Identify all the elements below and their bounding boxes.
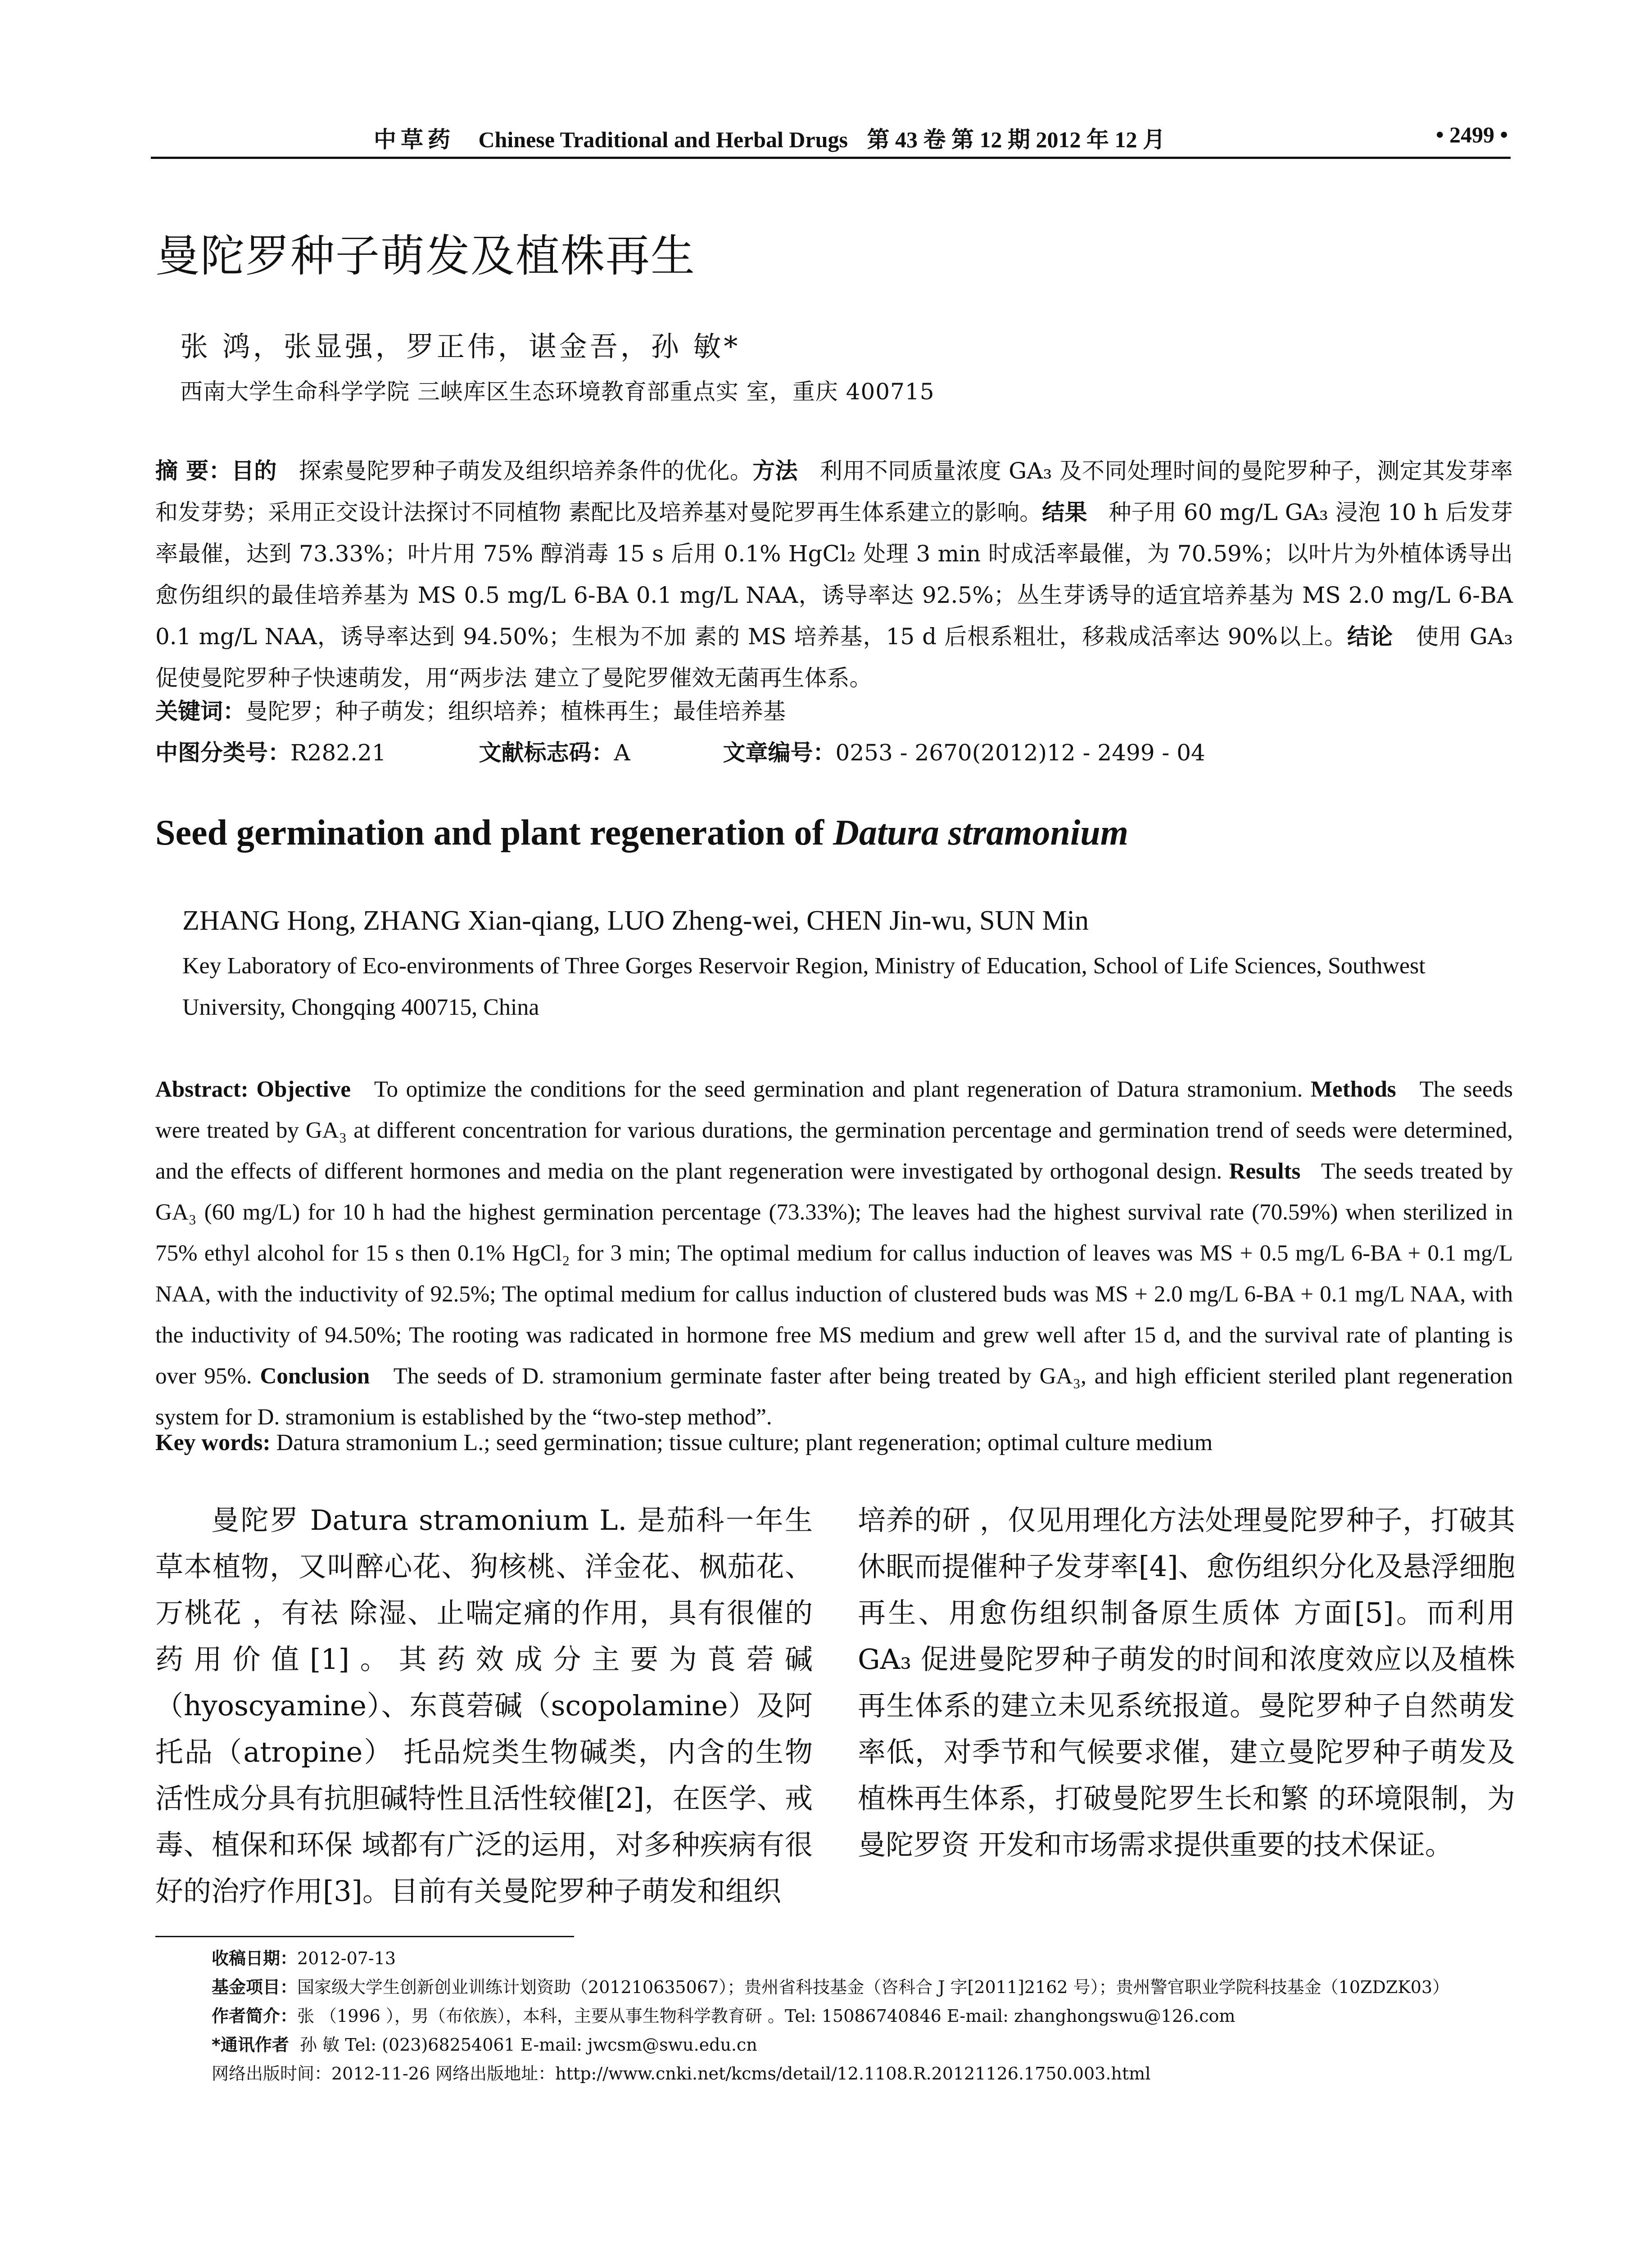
english-authors: ZHANG Hong, ZHANG Xian-qiang, LUO Zheng-wei, CHEN Jin-wu, SUN Min — [182, 905, 1089, 936]
chinese-title: 曼陀罗种子萌发及植株再生 — [155, 231, 696, 282]
objective-text-en: To optimize the conditions for the seed germination and plant regeneration of Datura stramonium. — [374, 1077, 1303, 1102]
english-title-species: Datura stramonium — [833, 813, 1128, 853]
english-keywords — [155, 1429, 1213, 1456]
running-header — [374, 122, 1165, 154]
received-date — [212, 1944, 1513, 1973]
objective-text-cn: 探索曼陀罗种子萌发及组织培养条件的优化。 — [299, 458, 753, 484]
fund-label: 基金项目： — [212, 1977, 298, 1997]
english-affiliation: Key Laboratory of Eco-environments of Three Gorges Reservoir Region, Ministry of Education, School of Life Sciences, Southwest University, Chongqing 400715, China — [182, 953, 1426, 1020]
chinese-keywords — [155, 693, 786, 726]
classification-line — [155, 735, 1205, 767]
results-label-cn: 结果 — [1042, 499, 1087, 525]
footnotes — [212, 1944, 1513, 2088]
corresponding-author — [212, 2030, 1513, 2059]
corresponding-value: 孙 敏 Tel: (023)68254061 E-mail: jwcsm@swu.edu.cn — [300, 2035, 757, 2055]
english-title-text: Seed germination and plant regeneration of — [155, 813, 833, 853]
doc-code-value: A — [614, 740, 630, 766]
fund-info — [212, 1973, 1513, 2002]
author-bio-label: 作者简介： — [212, 2006, 298, 2026]
abstract-label-en: Abstract: — [155, 1077, 249, 1102]
keywords-text-cn: 曼陀罗；种子萌发；组织培养；植株再生；最佳培养基 — [245, 698, 786, 724]
doc-code-label: 文献标志码： — [479, 740, 614, 766]
methods-text-cn: 利用不同质量浓度 GA₃ 及不同处理时间的曼陀罗种子，测定其发芽率和发芽势；采用正交设计法探讨不同植物 素配比及培养基对曼陀罗再生体系建立的影响。 — [155, 458, 1513, 525]
keywords-label-cn: 关键词： — [155, 698, 245, 724]
article-no-label: 文章编号： — [723, 740, 836, 766]
conclusion-text-en: The seeds of D. stramonium germinate faster after being treated by GA₃, and high efficient steriled plant regeneration system for D. stramonium is established by the “two-step method”. — [155, 1364, 1513, 1430]
online-publication: 网络出版时间：2012-11-26 网络出版地址：http://www.cnki.net/kcms/detail/12.1108.R.20121126.1750.003.html — [212, 2064, 1151, 2084]
article-no-value: 0253 - 2670(2012)12 - 2499 - 04 — [835, 740, 1205, 766]
corresponding-label: *通讯作者 — [212, 2035, 289, 2055]
results-text-cn: 种子用 60 mg/L GA₃ 浸泡 10 h 后发芽率最催，达到 73.33%；叶片用 75% 醇消毒 15 s 后用 0.1% HgCl₂ 处理 3 min 时成活率最催，为 70.59%；以叶片为外植体诱导出愈伤组织的最佳培养基为 MS 0.5 mg/L 6-BA 0.1 mg/L NAA，诱导率达 92.5%；丛生芽诱导的适宜培养基为 MS 2.0 mg/L 6-BA 0.1 mg/L NAA，诱导率达到 94.50%；生根为不加 素的 MS 培养基，15 d 后根系粗壮，移栽成活率达 90%以上。 — [155, 499, 1513, 650]
conclusion-text-cn: 使用 GA₃ 促使曼陀罗种子快速萌发，用“两步法 建立了曼陀罗催效无菌再生体系。 — [155, 624, 1513, 691]
chinese-authors: 张 鸿，张显强，罗正伟，谌金吾，孙 敏* — [180, 330, 741, 363]
author-bio-value: 张 （1996 ），男（布依族），本科，主要从事生物科学教育研 。Tel: 15086740846 E-mail: zhanghongswu@126.com — [297, 2006, 1236, 2026]
journal-issue: 第 43 卷 第 12 期 2012 年 12 月 — [867, 127, 1165, 152]
keywords-text-en: Datura stramonium L.; seed germination; tissue culture; plant regeneration; optimal culture medium — [276, 1430, 1213, 1455]
methods-text-en: The seeds were treated by GA₃ at different concentration for various durations, the germination percentage and germination trend of seeds were determined, and the effects of different hormones and media on the plant regeneration were investigated by orthogonal design. — [155, 1077, 1513, 1184]
body-column-right: 培养的研 ，仅见用理化方法处理曼陀罗种子，打破其休眠而提催种子发芽率[4]、愈伤组织分化及悬浮细胞再生、用愈伤组织制备原生质体 方面[5]。而利用 GA₃ 促进曼陀罗种子萌发的时间和浓度效应以及植株再生体系的建立未见系统报道。曼陀罗种子自然萌发率低，对季节和气候要求催，建立曼陀罗种子萌发及植株再生体系，打破曼陀罗生长和繁 的环境限制，为曼陀罗资 开发和市场需求提供重要的技术保证。 — [858, 1504, 1515, 1861]
fund-value: 国家级大学生创新创业训练计划资助（201210635067）；贵州省科技基金（咨科合 J 字[2011]2162 号）；贵州警官职业学院科技基金（10ZDZK03） — [297, 1977, 1450, 1997]
conclusion-label-en: Conclusion — [260, 1364, 370, 1389]
english-title — [155, 813, 1128, 854]
journal-name-en: Chinese Traditional and Herbal Drugs — [478, 127, 848, 152]
author-bio — [212, 2002, 1513, 2030]
english-abstract — [155, 1069, 1513, 1438]
clc-label: 中图分类号： — [155, 740, 290, 766]
chinese-abstract — [155, 450, 1513, 699]
journal-name-cn: 中草药 — [374, 126, 455, 153]
objective-label-cn: 目的 — [231, 458, 277, 484]
results-label-en: Results — [1229, 1159, 1301, 1184]
chinese-affiliation: 西南大学生命科学学院 三峡库区生态环境教育部重点实 室，重庆 400715 — [180, 379, 935, 405]
conclusion-label-cn: 结论 — [1347, 624, 1394, 650]
clc-value: R282.21 — [290, 740, 386, 766]
body-column-left: 曼陀罗 Datura stramonium L. 是茄科一年生草本植物，又叫醉心花、狗核桃、洋金花、枫茄花、万桃花 ，有祛 除湿、止喘定痛的作用，具有很催的药用价值[1]。其药效成分主要为莨菪碱（hyoscyamine）、东莨菪碱（scopolamine）及阿托品（atropine） 托品烷类生物碱类，内含的生物活性成分具有抗胆碱特性且活性较催[2]，在医学、戒毒、植保和环保 域都有广泛的运用，对多种疾病有很好的治疗作用[3]。目前有关曼陀罗种子萌发和组织 — [155, 1504, 813, 1907]
abstract-label-cn: 摘 要： — [155, 458, 231, 484]
methods-label-en: Methods — [1310, 1077, 1396, 1102]
page-number: • 2499 • — [1435, 122, 1508, 147]
methods-label-cn: 方法 — [752, 458, 798, 484]
objective-label-en: Objective — [256, 1077, 351, 1102]
keywords-label-en: Key words: — [155, 1430, 271, 1455]
received-value: 2012-07-13 — [297, 1948, 396, 1968]
received-label: 收稿日期： — [212, 1948, 298, 1968]
header-divider — [151, 157, 1511, 159]
footnote-divider — [155, 1936, 574, 1937]
results-text-en: The seeds treated by GA₃ (60 mg/L) for 10 h had the highest germination percentage (73.33%); The leaves had the highest survival rate (70.59%) when sterilized in 75% ethyl alcohol for 15 s then 0.1% HgCl₂ for 3 min; The optimal medium for callus induction of leaves was MS + 0.5 mg/L 6-BA + 0.1 mg/L NAA, with the inductivity of 92.5%; The optimal medium for callus induction of clustered buds was MS + 2.0 mg/L 6-BA + 0.1 mg/L NAA, with the inductivity of 94.50%; The rooting was radicated in hormone free MS medium and grew well after 15 d, and the survival rate of planting is over 95%. — [155, 1159, 1513, 1389]
